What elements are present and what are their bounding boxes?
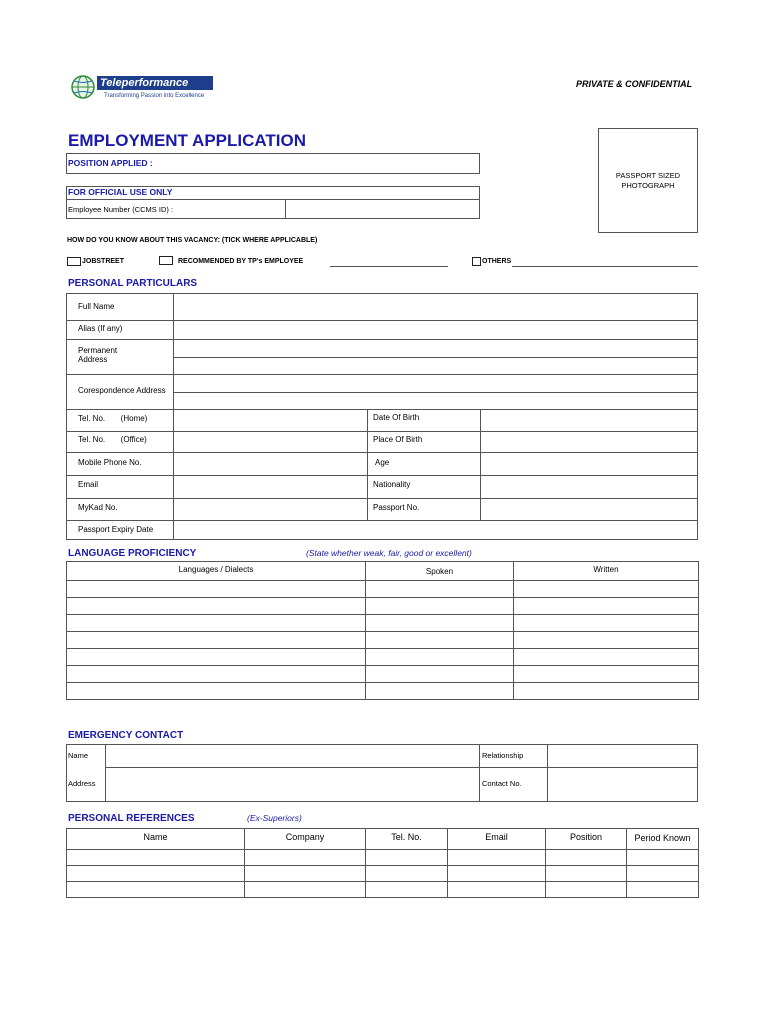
correspondence-input[interactable]	[174, 375, 697, 409]
emergency-name-input[interactable]	[106, 745, 479, 767]
company-logo	[70, 74, 216, 104]
passport-expiry-input[interactable]	[174, 521, 697, 539]
permanent-address-input[interactable]	[174, 340, 697, 374]
tel-office-input[interactable]	[174, 432, 367, 452]
tel-home-input[interactable]	[174, 410, 367, 431]
table-row[interactable]	[67, 632, 699, 649]
alias-label: Alias (If any)	[78, 324, 123, 333]
tel-home-label: Tel. No. (Home)	[78, 414, 148, 423]
relationship-input[interactable]	[548, 745, 697, 767]
table-row[interactable]	[67, 866, 699, 882]
written-col-header: Written	[514, 562, 699, 581]
mobile-label: Mobile Phone No.	[78, 458, 142, 467]
mykad-label: MyKad No.	[78, 503, 118, 512]
email-input[interactable]	[174, 476, 367, 498]
language-heading: LANGUAGE PROFICIENCY	[68, 548, 197, 559]
contact-no-input[interactable]	[548, 768, 697, 801]
alias-input[interactable]	[174, 321, 697, 339]
table-row[interactable]	[67, 581, 699, 598]
jobstreet-label: JOBSTREET	[82, 258, 125, 265]
permanent-address-label-2: Address	[78, 355, 108, 364]
table-row[interactable]	[67, 598, 699, 615]
ref-period-header: Period Known	[627, 829, 699, 850]
mykad-input[interactable]	[174, 499, 367, 520]
ref-tel-header: Tel. No.	[366, 829, 448, 850]
position-applied-field[interactable]	[66, 153, 480, 174]
table-row[interactable]	[67, 882, 699, 898]
emergency-table	[66, 744, 698, 802]
nationality-input[interactable]	[481, 476, 697, 498]
pob-label: Place Of Birth	[373, 435, 423, 444]
official-use-heading: FOR OFFICIAL USE ONLY	[68, 187, 173, 197]
recommended-label: RECOMMENDED BY TP's EMPLOYEE	[178, 258, 304, 265]
emergency-name-label: Name	[68, 751, 89, 760]
ref-name-header: Name	[67, 829, 245, 850]
others-line[interactable]	[512, 266, 698, 267]
dob-label: Date Of Birth	[373, 413, 420, 422]
logo-wordmark: Teleperformance	[97, 76, 213, 90]
age-label: Age	[375, 458, 390, 467]
ref-email-header: Email	[448, 829, 546, 850]
permanent-address-label-1: Permanent	[78, 346, 118, 355]
table-row[interactable]	[67, 649, 699, 666]
vacancy-question: HOW DO YOU KNOW ABOUT THIS VACANCY: (TICK WHERE APPLICABLE)	[67, 237, 318, 244]
nationality-label: Nationality	[373, 480, 411, 489]
passport-photo-box[interactable]	[598, 128, 698, 233]
tel-office-label: Tel. No. (Office)	[78, 435, 147, 444]
ref-position-header: Position	[546, 829, 627, 850]
email-label: Email	[78, 480, 99, 489]
table-row[interactable]	[67, 666, 699, 683]
language-table	[66, 561, 699, 700]
position-applied-label: POSITION APPLIED :	[68, 158, 153, 168]
relationship-label: Relationship	[482, 751, 524, 760]
employee-number-label: Employee Number (CCMS ID) :	[68, 205, 174, 214]
passport-no-input[interactable]	[481, 499, 697, 520]
table-row[interactable]	[67, 615, 699, 632]
personal-table	[66, 293, 698, 540]
passport-expiry-label: Passport Expiry Date	[78, 525, 154, 534]
others-checkbox[interactable]	[472, 257, 481, 266]
language-col-header: Languages / Dialects	[67, 562, 366, 581]
others-label: OTHERS	[482, 258, 512, 265]
passport-no-label: Passport No.	[373, 503, 420, 512]
spoken-col-header: Spoken	[366, 562, 514, 581]
mobile-input[interactable]	[174, 453, 367, 475]
dob-input[interactable]	[481, 410, 697, 431]
table-row[interactable]	[67, 683, 699, 700]
full-name-label: Full Name	[78, 302, 115, 311]
confidential-label: PRIVATE & CONFIDENTIAL	[576, 79, 693, 89]
language-note: (State whether weak, fair, good or excellent)	[306, 548, 472, 558]
ref-company-header: Company	[245, 829, 366, 850]
employee-number-input[interactable]	[286, 200, 479, 218]
recommended-name-line[interactable]	[330, 266, 448, 267]
age-input[interactable]	[481, 453, 697, 475]
form-title: EMPLOYMENT APPLICATION	[68, 131, 306, 150]
recommended-checkbox[interactable]	[159, 256, 173, 265]
emergency-heading: EMERGENCY CONTACT	[68, 730, 184, 741]
pob-input[interactable]	[481, 432, 697, 452]
photo-label-line1: PASSPORT SIZED	[615, 171, 681, 180]
references-heading: PERSONAL REFERENCES	[68, 813, 195, 824]
logo-tagline: Transforming Passion into Excellence	[104, 93, 205, 99]
official-use-box	[66, 186, 480, 219]
globe-icon	[70, 74, 100, 100]
references-note: (Ex-Superiors)	[247, 813, 302, 823]
emergency-address-label: Address	[68, 779, 96, 788]
emergency-address-input[interactable]	[106, 768, 479, 801]
references-table	[66, 828, 699, 898]
contact-no-label: Contact No.	[482, 779, 522, 788]
correspondence-label: Corespondence Address	[78, 386, 166, 395]
jobstreet-checkbox[interactable]	[67, 257, 81, 266]
table-row[interactable]	[67, 850, 699, 866]
photo-label-line2: PHOTOGRAPH	[621, 181, 675, 190]
full-name-input[interactable]	[174, 294, 697, 320]
personal-heading: PERSONAL PARTICULARS	[68, 278, 198, 289]
